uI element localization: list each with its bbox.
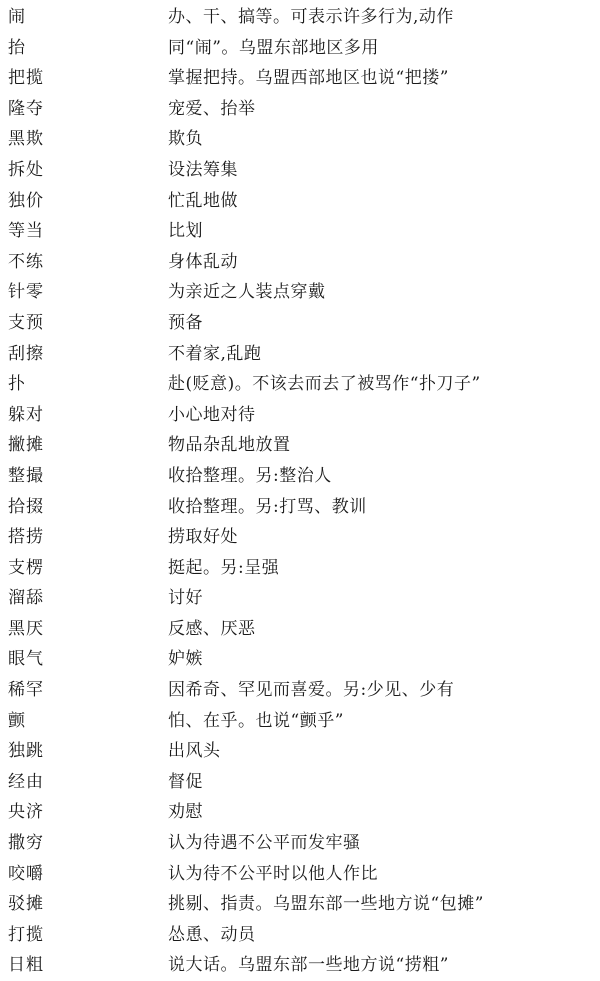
glossary-row [0,339,600,370]
term: 黑欺 [8,129,44,150]
glossary-row [0,736,600,767]
term: 把揽 [8,68,44,89]
glossary-row [0,369,600,400]
glossary-row [0,522,600,553]
term: 打揽 [8,924,44,945]
definition: 不着家,乱跑 [168,343,262,364]
definition: 忙乱地做 [168,190,238,211]
term: 扑 [8,374,26,395]
glossary-row [0,920,600,951]
glossary-row [0,247,600,278]
term: 针零 [8,282,44,303]
term: 拾掇 [8,496,44,517]
glossary-row [0,553,600,584]
glossary-row [0,706,600,737]
term: 经由 [8,771,44,792]
glossary-row [0,186,600,217]
term: 搭捞 [8,527,44,548]
glossary-row [0,461,600,492]
term: 拆处 [8,159,44,180]
definition: 身体乱动 [168,251,238,272]
term: 独价 [8,190,44,211]
glossary-row [0,797,600,828]
definition: 办、干、搞等。可表示许多行为,动作 [168,7,454,27]
definition: 挑剔、指责。乌盟东部一些地方说“包摊” [168,894,484,915]
glossary-row [0,644,600,675]
definition: 反感、厌恶 [168,618,256,639]
term: 央济 [8,802,44,823]
glossary-row [0,859,600,890]
term: 躲对 [8,404,44,425]
term: 日粗 [8,955,44,976]
glossary-row [0,675,600,706]
term: 眼气 [8,649,44,670]
term: 隆夺 [8,98,44,119]
term: 撒穷 [8,833,44,854]
definition: 设法筹集 [168,159,238,180]
definition: 同“闹”。乌盟东部地区多用 [168,37,379,58]
term: 等当 [8,221,44,242]
glossary-row [0,583,600,614]
glossary-row [0,614,600,645]
glossary-row [0,492,600,523]
glossary-row [0,828,600,859]
definition: 收拾整理。另:打骂、教训 [168,496,367,517]
definition: 小心地对待 [168,404,256,425]
glossary-row [0,216,600,247]
term: 刮擦 [8,343,44,364]
glossary-row [0,400,600,431]
definition: 掌握把持。乌盟西部地区也说“把搂” [168,68,449,89]
definition: 讨好 [168,588,203,609]
term: 黑厌 [8,618,44,639]
definition: 赴(贬意)。不该去而去了被骂作“扑刀子” [168,374,481,395]
definition: 怕、在乎。也说“颤乎” [168,710,344,731]
term: 闹 [8,7,26,27]
definition: 收拾整理。另:整治人 [168,465,332,486]
definition: 为亲近之人装点穿戴 [168,282,326,303]
definition: 挺起。另:呈强 [168,557,280,578]
glossary-row [0,155,600,186]
glossary-row [0,94,600,125]
term: 颤 [8,710,26,731]
term: 撇摊 [8,435,44,456]
term: 稀罕 [8,680,44,701]
term: 支预 [8,312,44,333]
term: 溜舔 [8,588,44,609]
definition: 捞取好处 [168,527,238,548]
glossary-row [0,2,600,33]
glossary-row [0,950,600,981]
glossary-row [0,889,600,920]
definition: 因希奇、罕见而喜爱。另:少见、少有 [168,680,455,701]
term: 支楞 [8,557,44,578]
term: 不练 [8,251,44,272]
dialect-glossary [0,2,600,981]
definition: 比划 [168,221,203,242]
definition: 认为待遇不公平而发牢骚 [168,833,361,854]
glossary-row [0,124,600,155]
term: 驳摊 [8,894,44,915]
definition: 物品杂乱地放置 [168,435,291,456]
term: 咬嚼 [8,863,44,884]
definition: 妒嫉 [168,649,203,670]
definition: 督促 [168,771,203,792]
definition: 认为待不公平时以他人作比 [168,863,378,884]
glossary-row [0,308,600,339]
definition: 怂恿、动员 [168,924,256,945]
definition: 说大话。乌盟东部一些地方说“捞粗” [168,955,449,976]
definition: 欺负 [168,129,203,150]
glossary-row [0,33,600,64]
glossary-row [0,430,600,461]
glossary-row [0,277,600,308]
term: 整撮 [8,465,44,486]
definition: 劝慰 [168,802,203,823]
glossary-row [0,767,600,798]
definition: 预备 [168,312,203,333]
glossary-row [0,63,600,94]
term: 抬 [8,37,26,58]
term: 独跳 [8,741,44,762]
definition: 宠爱、抬举 [168,98,256,119]
definition: 出风头 [168,741,221,762]
